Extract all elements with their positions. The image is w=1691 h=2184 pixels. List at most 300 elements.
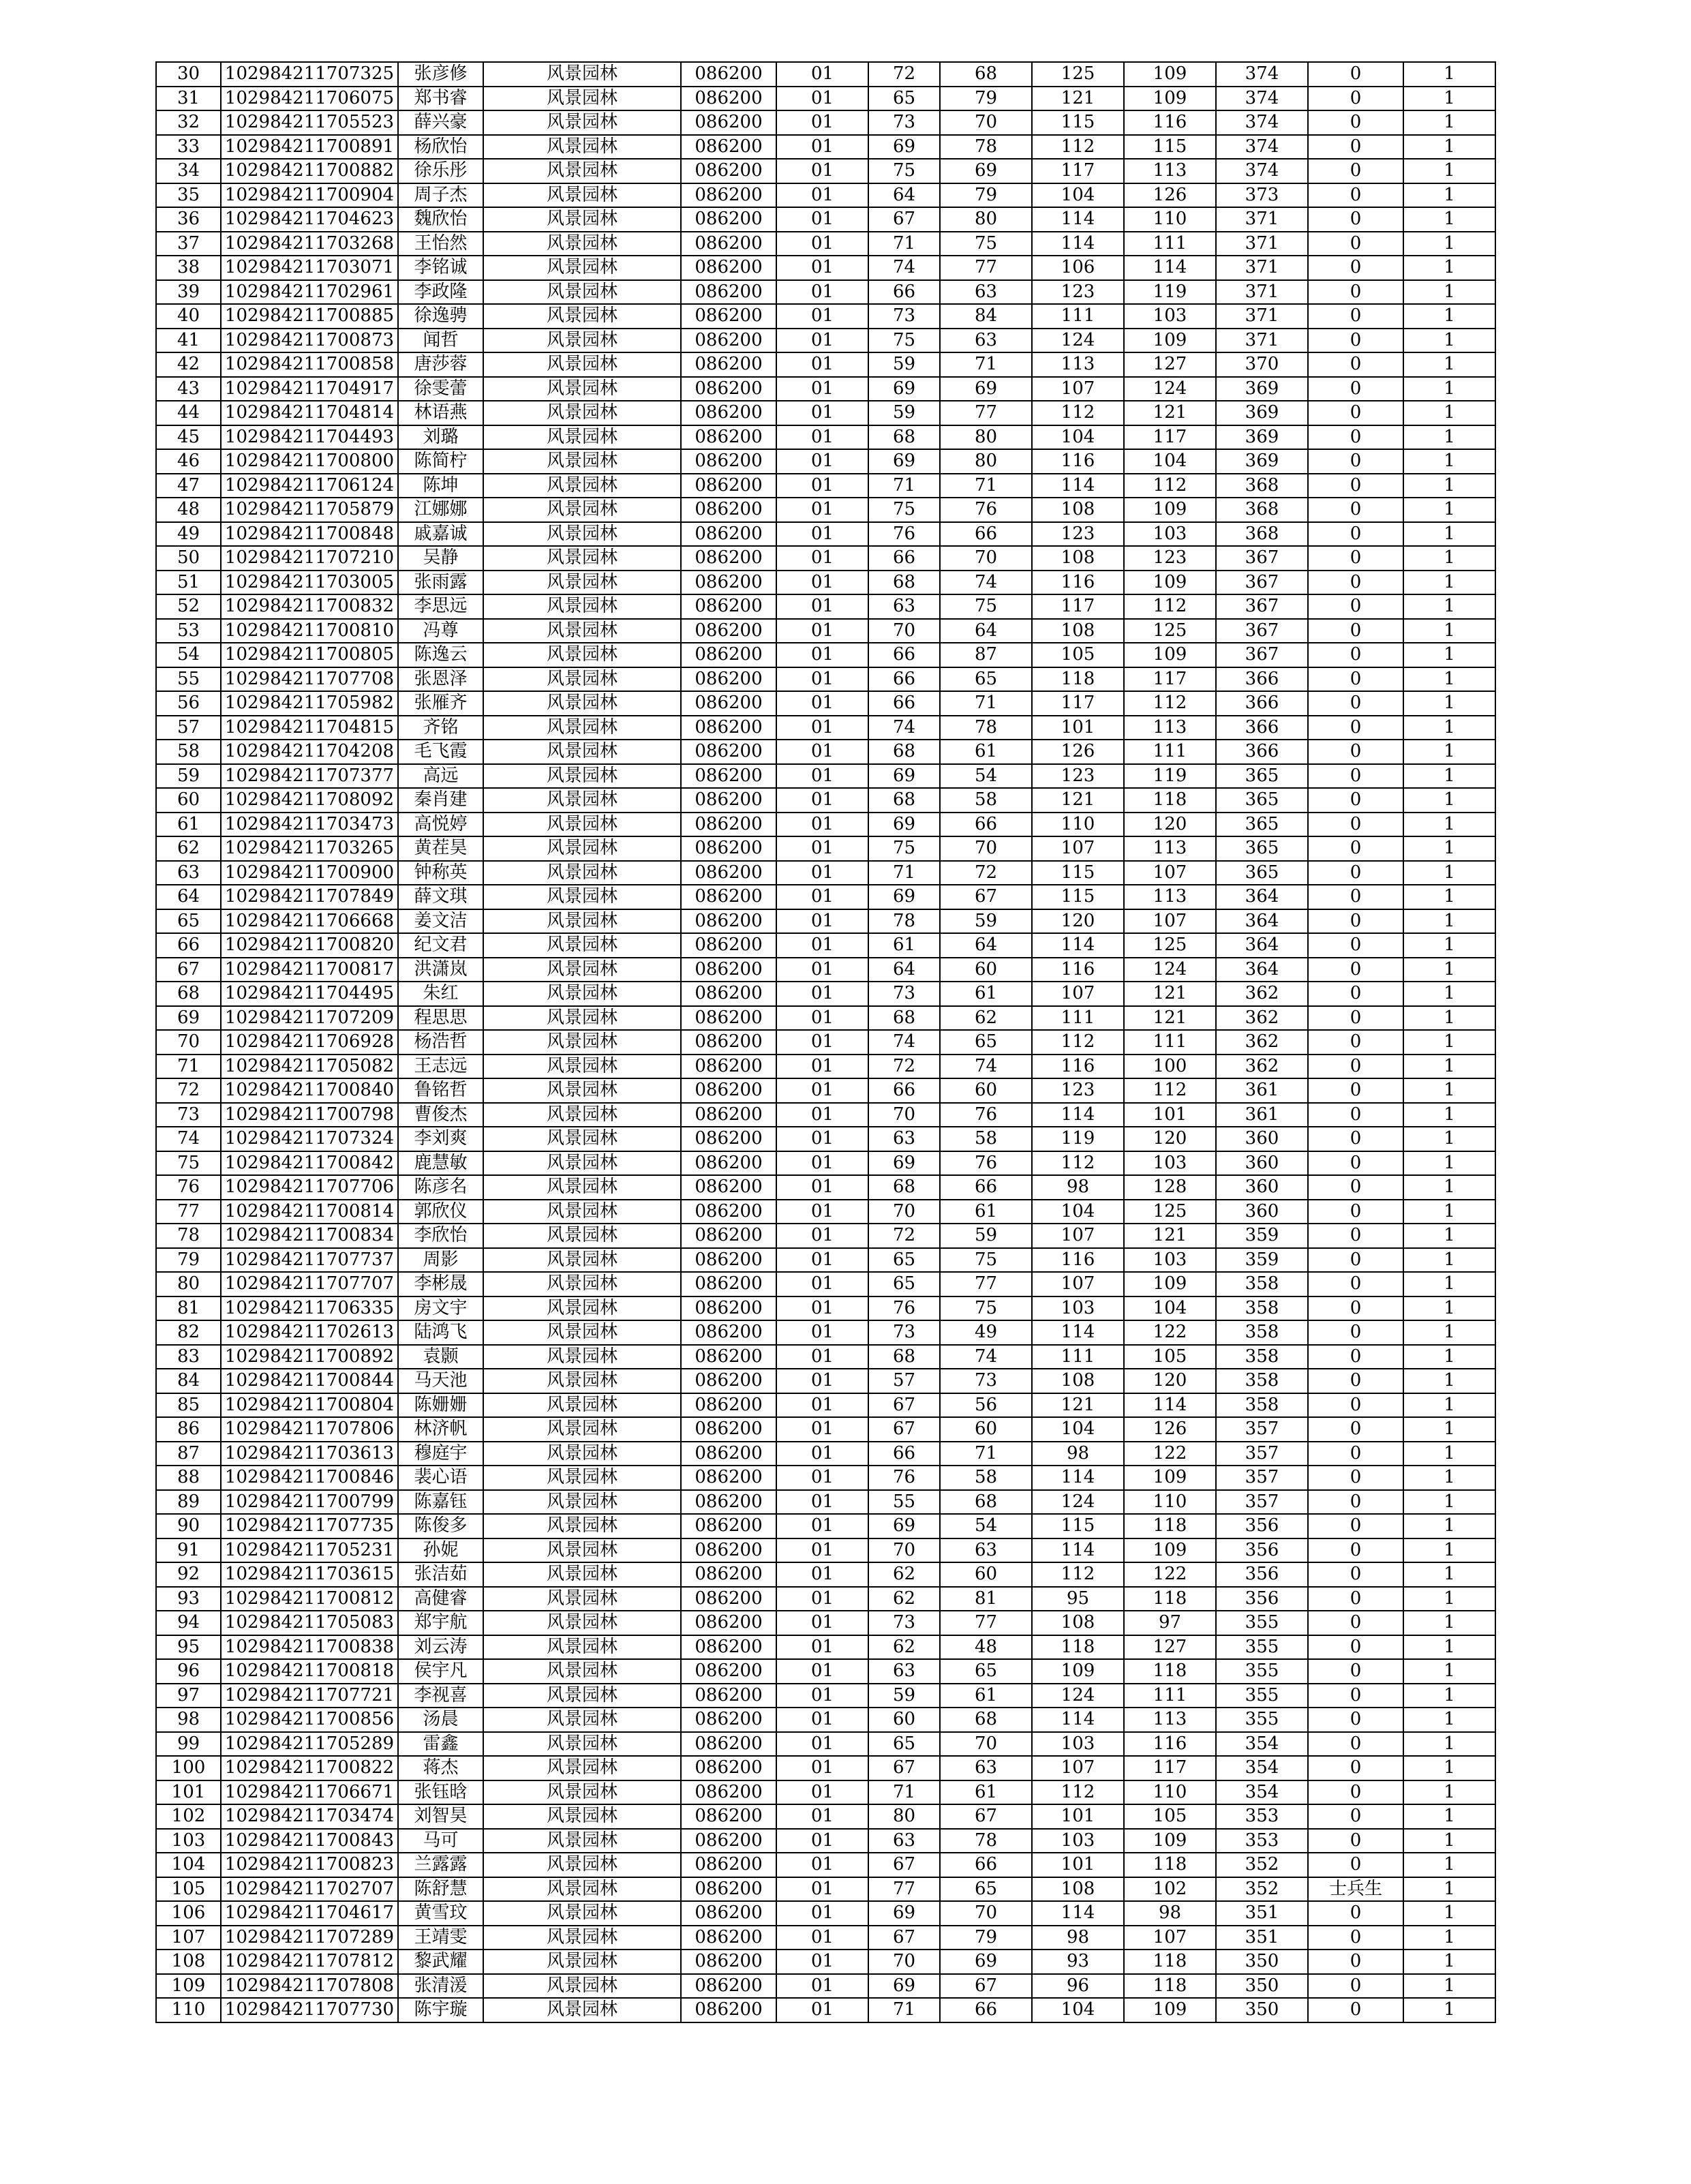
cell-politics-score: 70 [868,1950,940,1974]
cell-english-score: 66 [940,522,1032,547]
cell-major: 风景园林 [483,1853,681,1877]
cell-subject1-score: 108 [1032,1877,1124,1902]
cell-subject1-score: 114 [1032,1320,1124,1345]
cell-direction-code: 01 [776,909,868,934]
cell-status: 1 [1403,329,1495,353]
cell-direction-code: 01 [776,1248,868,1273]
cell-subject1-score: 112 [1032,1562,1124,1587]
cell-exam-id: 102984211702707 [221,1877,398,1902]
cell-subject2-score: 118 [1124,1950,1216,1974]
table-row [156,1587,1495,1611]
cell-major-code: 086200 [681,159,776,183]
cell-status: 1 [1403,1296,1495,1321]
cell-special-plan: 0 [1308,1853,1403,1877]
cell-exam-id: 102984211703474 [221,1804,398,1829]
cell-row-number: 68 [156,982,221,1006]
cell-subject1-score: 115 [1032,861,1124,885]
cell-direction-code: 01 [776,352,868,377]
cell-exam-id: 102984211705982 [221,691,398,716]
cell-major-code: 086200 [681,619,776,643]
cell-exam-id: 102984211704623 [221,207,398,232]
table-row [156,1103,1495,1127]
cell-candidate-name: 马可 [398,1829,483,1853]
cell-exam-id: 102984211700840 [221,1078,398,1103]
cell-status: 1 [1403,1804,1495,1829]
cell-english-score: 56 [940,1393,1032,1418]
cell-english-score: 61 [940,1200,1032,1224]
cell-major-code: 086200 [681,982,776,1006]
cell-subject1-score: 123 [1032,280,1124,305]
cell-major-code: 086200 [681,1369,776,1393]
cell-status: 1 [1403,1127,1495,1151]
cell-subject2-score: 118 [1124,1853,1216,1877]
cell-subject1-score: 116 [1032,1055,1124,1079]
cell-subject1-score: 108 [1032,1611,1124,1635]
cell-candidate-name: 鹿慧敏 [398,1151,483,1176]
cell-direction-code: 01 [776,1684,868,1708]
cell-major: 风景园林 [483,1804,681,1829]
cell-major-code: 086200 [681,474,776,498]
cell-exam-id: 102984211700814 [221,1200,398,1224]
cell-exam-id: 102984211700798 [221,1103,398,1127]
cell-special-plan: 0 [1308,304,1403,329]
cell-candidate-name: 黄茬昊 [398,836,483,861]
cell-exam-id: 102984211704208 [221,740,398,764]
cell-candidate-name: 程思思 [398,1006,483,1031]
cell-subject2-score: 126 [1124,183,1216,208]
cell-subject1-score: 126 [1032,740,1124,764]
cell-special-plan: 0 [1308,933,1403,958]
cell-special-plan: 0 [1308,1417,1403,1442]
cell-total-score: 353 [1216,1829,1308,1853]
cell-direction-code: 01 [776,933,868,958]
cell-special-plan: 0 [1308,909,1403,934]
cell-politics-score: 73 [868,982,940,1006]
cell-exam-id: 102984211700812 [221,1587,398,1611]
table-row [156,1151,1495,1176]
cell-status: 1 [1403,1974,1495,1999]
cell-subject2-score: 98 [1124,1901,1216,1926]
table-row [156,135,1495,160]
cell-english-score: 54 [940,764,1032,789]
cell-direction-code: 01 [776,498,868,522]
cell-subject1-score: 96 [1032,1974,1124,1999]
table-row [156,619,1495,643]
cell-subject2-score: 113 [1124,1708,1216,1732]
cell-row-number: 79 [156,1248,221,1273]
cell-total-score: 367 [1216,594,1308,619]
cell-major-code: 086200 [681,1926,776,1950]
cell-major: 风景园林 [483,909,681,934]
cell-total-score: 358 [1216,1320,1308,1345]
cell-exam-id: 102984211707849 [221,885,398,909]
cell-english-score: 60 [940,958,1032,982]
cell-english-score: 70 [940,836,1032,861]
cell-direction-code: 01 [776,1974,868,1999]
cell-row-number: 61 [156,813,221,837]
cell-english-score: 76 [940,1151,1032,1176]
cell-special-plan: 0 [1308,522,1403,547]
cell-subject2-score: 125 [1124,1200,1216,1224]
cell-status: 1 [1403,425,1495,450]
cell-english-score: 63 [940,329,1032,353]
cell-status: 1 [1403,1684,1495,1708]
cell-subject2-score: 125 [1124,619,1216,643]
cell-direction-code: 01 [776,207,868,232]
cell-total-score: 364 [1216,909,1308,934]
cell-major-code: 086200 [681,1006,776,1031]
cell-candidate-name: 陈嘉钰 [398,1490,483,1515]
cell-total-score: 366 [1216,716,1308,740]
cell-total-score: 356 [1216,1514,1308,1538]
cell-politics-score: 59 [868,352,940,377]
cell-total-score: 356 [1216,1587,1308,1611]
cell-subject1-score: 101 [1032,1853,1124,1877]
cell-row-number: 46 [156,449,221,474]
cell-total-score: 362 [1216,1030,1308,1055]
cell-direction-code: 01 [776,1901,868,1926]
cell-direction-code: 01 [776,449,868,474]
cell-status: 1 [1403,1248,1495,1273]
cell-politics-score: 76 [868,1296,940,1321]
cell-major: 风景园林 [483,474,681,498]
cell-english-score: 60 [940,1078,1032,1103]
cell-politics-score: 63 [868,1127,940,1151]
cell-direction-code: 01 [776,1514,868,1538]
cell-status: 1 [1403,571,1495,595]
cell-subject2-score: 113 [1124,836,1216,861]
cell-major: 风景园林 [483,982,681,1006]
cell-row-number: 62 [156,836,221,861]
cell-total-score: 368 [1216,474,1308,498]
cell-subject1-score: 111 [1032,1006,1124,1031]
cell-special-plan: 0 [1308,425,1403,450]
cell-subject2-score: 102 [1124,1877,1216,1902]
cell-subject2-score: 120 [1124,1369,1216,1393]
cell-row-number: 93 [156,1587,221,1611]
table-row [156,1417,1495,1442]
cell-exam-id: 102984211700832 [221,594,398,619]
table-row [156,87,1495,111]
cell-special-plan: 0 [1308,1078,1403,1103]
cell-candidate-name: 周子杰 [398,183,483,208]
cell-row-number: 49 [156,522,221,547]
cell-subject1-score: 114 [1032,474,1124,498]
cell-major-code: 086200 [681,352,776,377]
cell-english-score: 58 [940,788,1032,813]
cell-row-number: 39 [156,280,221,305]
cell-special-plan: 0 [1308,982,1403,1006]
cell-candidate-name: 秦肖建 [398,788,483,813]
cell-major-code: 086200 [681,110,776,135]
cell-row-number: 75 [156,1151,221,1176]
cell-subject1-score: 114 [1032,1538,1124,1563]
cell-major: 风景园林 [483,740,681,764]
table-row [156,1442,1495,1466]
cell-major-code: 086200 [681,377,776,401]
cell-subject1-score: 103 [1032,1829,1124,1853]
table-row [156,546,1495,571]
cell-major: 风景园林 [483,1345,681,1369]
cell-exam-id: 102984211704617 [221,1901,398,1926]
cell-exam-id: 102984211707707 [221,1272,398,1296]
cell-major-code: 086200 [681,87,776,111]
table-row [156,764,1495,789]
cell-politics-score: 63 [868,1659,940,1684]
cell-total-score: 361 [1216,1078,1308,1103]
cell-subject1-score: 107 [1032,982,1124,1006]
cell-status: 1 [1403,1877,1495,1902]
cell-status: 1 [1403,474,1495,498]
cell-subject1-score: 103 [1032,1296,1124,1321]
cell-candidate-name: 陆鸿飞 [398,1320,483,1345]
cell-exam-id: 102984211703613 [221,1442,398,1466]
table-row [156,1950,1495,1974]
cell-exam-id: 102984211704493 [221,425,398,450]
cell-total-score: 353 [1216,1804,1308,1829]
cell-politics-score: 55 [868,1490,940,1515]
cell-total-score: 374 [1216,159,1308,183]
cell-major: 风景园林 [483,1877,681,1902]
cell-row-number: 65 [156,909,221,934]
cell-direction-code: 01 [776,183,868,208]
cell-special-plan: 0 [1308,1684,1403,1708]
cell-special-plan: 0 [1308,401,1403,425]
cell-major-code: 086200 [681,1248,776,1273]
cell-candidate-name: 杨浩哲 [398,1030,483,1055]
cell-special-plan: 0 [1308,958,1403,982]
cell-major: 风景园林 [483,716,681,740]
cell-politics-score: 66 [868,667,940,692]
cell-total-score: 362 [1216,1006,1308,1031]
cell-candidate-name: 朱红 [398,982,483,1006]
cell-subject2-score: 109 [1124,1272,1216,1296]
cell-english-score: 66 [940,1998,1032,2022]
cell-exam-id: 102984211700804 [221,1393,398,1418]
cell-major: 风景园林 [483,1611,681,1635]
cell-special-plan: 0 [1308,1393,1403,1418]
cell-total-score: 374 [1216,135,1308,160]
cell-candidate-name: 张清湲 [398,1974,483,1999]
cell-special-plan: 0 [1308,232,1403,256]
cell-politics-score: 69 [868,449,940,474]
cell-candidate-name: 李刘爽 [398,1127,483,1151]
cell-english-score: 77 [940,1611,1032,1635]
cell-total-score: 355 [1216,1708,1308,1732]
cell-total-score: 365 [1216,836,1308,861]
cell-direction-code: 01 [776,594,868,619]
cell-major-code: 086200 [681,1780,776,1805]
cell-english-score: 75 [940,594,1032,619]
cell-english-score: 68 [940,62,1032,87]
cell-total-score: 367 [1216,619,1308,643]
table-row [156,1200,1495,1224]
cell-special-plan: 0 [1308,1103,1403,1127]
cell-major-code: 086200 [681,1611,776,1635]
table-row [156,1998,1495,2022]
cell-total-score: 358 [1216,1393,1308,1418]
cell-special-plan: 0 [1308,667,1403,692]
cell-direction-code: 01 [776,1345,868,1369]
cell-politics-score: 65 [868,1732,940,1757]
cell-exam-id: 102984211703071 [221,256,398,280]
cell-major-code: 086200 [681,1684,776,1708]
cell-candidate-name: 刘云涛 [398,1635,483,1660]
cell-status: 1 [1403,256,1495,280]
cell-candidate-name: 齐铭 [398,716,483,740]
cell-row-number: 82 [156,1320,221,1345]
cell-subject1-score: 108 [1032,546,1124,571]
cell-exam-id: 102984211700834 [221,1224,398,1248]
cell-row-number: 34 [156,159,221,183]
cell-special-plan: 0 [1308,1345,1403,1369]
cell-row-number: 99 [156,1732,221,1757]
cell-special-plan: 0 [1308,691,1403,716]
cell-special-plan: 0 [1308,1611,1403,1635]
cell-major-code: 086200 [681,813,776,837]
cell-major-code: 086200 [681,643,776,667]
cell-row-number: 40 [156,304,221,329]
cell-english-score: 58 [940,1127,1032,1151]
cell-status: 1 [1403,1780,1495,1805]
cell-direction-code: 01 [776,1562,868,1587]
cell-status: 1 [1403,1417,1495,1442]
cell-total-score: 350 [1216,1974,1308,1999]
cell-direction-code: 01 [776,1127,868,1151]
cell-total-score: 366 [1216,740,1308,764]
cell-subject2-score: 122 [1124,1442,1216,1466]
table-row [156,159,1495,183]
cell-status: 1 [1403,594,1495,619]
cell-major: 风景园林 [483,159,681,183]
cell-candidate-name: 李思远 [398,594,483,619]
cell-politics-score: 67 [868,1393,940,1418]
cell-row-number: 100 [156,1756,221,1780]
cell-subject1-score: 110 [1032,813,1124,837]
cell-direction-code: 01 [776,1006,868,1031]
cell-row-number: 77 [156,1200,221,1224]
cell-candidate-name: 袁颢 [398,1345,483,1369]
table-row [156,716,1495,740]
cell-direction-code: 01 [776,1853,868,1877]
table-row [156,377,1495,401]
cell-candidate-name: 陈宇璇 [398,1998,483,2022]
cell-row-number: 32 [156,110,221,135]
cell-major: 风景园林 [483,788,681,813]
cell-politics-score: 66 [868,1442,940,1466]
cell-english-score: 60 [940,1417,1032,1442]
cell-direction-code: 01 [776,836,868,861]
cell-total-score: 360 [1216,1200,1308,1224]
cell-row-number: 35 [156,183,221,208]
cell-direction-code: 01 [776,958,868,982]
cell-subject1-score: 108 [1032,498,1124,522]
cell-english-score: 76 [940,1103,1032,1127]
cell-major-code: 086200 [681,1829,776,1853]
table-row [156,571,1495,595]
cell-major-code: 086200 [681,1200,776,1224]
table-row [156,110,1495,135]
table-row [156,594,1495,619]
table-row [156,1055,1495,1079]
cell-special-plan: 0 [1308,1974,1403,1999]
cell-subject2-score: 105 [1124,1804,1216,1829]
cell-politics-score: 74 [868,1030,940,1055]
cell-major: 风景园林 [483,522,681,547]
cell-direction-code: 01 [776,1200,868,1224]
cell-subject1-score: 120 [1032,909,1124,934]
cell-subject2-score: 123 [1124,546,1216,571]
cell-subject1-score: 115 [1032,885,1124,909]
cell-status: 1 [1403,788,1495,813]
table-row [156,1030,1495,1055]
cell-direction-code: 01 [776,1780,868,1805]
cell-special-plan: 0 [1308,1320,1403,1345]
cell-status: 1 [1403,1611,1495,1635]
cell-english-score: 62 [940,1006,1032,1031]
cell-major-code: 086200 [681,1635,776,1660]
cell-candidate-name: 姜文洁 [398,909,483,934]
cell-status: 1 [1403,1369,1495,1393]
cell-politics-score: 66 [868,643,940,667]
cell-politics-score: 67 [868,1853,940,1877]
cell-subject2-score: 116 [1124,110,1216,135]
cell-subject2-score: 119 [1124,280,1216,305]
cell-subject1-score: 107 [1032,1756,1124,1780]
cell-major: 风景园林 [483,1587,681,1611]
cell-exam-id: 102984211707289 [221,1926,398,1950]
cell-direction-code: 01 [776,1950,868,1974]
cell-row-number: 90 [156,1514,221,1538]
cell-exam-id: 102984211704917 [221,377,398,401]
cell-candidate-name: 江娜娜 [398,498,483,522]
cell-total-score: 354 [1216,1732,1308,1757]
cell-status: 1 [1403,232,1495,256]
table-row [156,1611,1495,1635]
cell-exam-id: 102984211707210 [221,546,398,571]
cell-politics-score: 70 [868,619,940,643]
cell-politics-score: 72 [868,1224,940,1248]
cell-politics-score: 71 [868,1998,940,2022]
cell-subject1-score: 98 [1032,1175,1124,1200]
cell-major: 风景园林 [483,1103,681,1127]
cell-direction-code: 01 [776,425,868,450]
cell-candidate-name: 房文宇 [398,1296,483,1321]
cell-subject2-score: 122 [1124,1320,1216,1345]
cell-total-score: 371 [1216,329,1308,353]
cell-total-score: 368 [1216,522,1308,547]
cell-major-code: 086200 [681,183,776,208]
cell-major: 风景园林 [483,1127,681,1151]
cell-english-score: 61 [940,1780,1032,1805]
cell-english-score: 67 [940,1804,1032,1829]
cell-total-score: 366 [1216,691,1308,716]
cell-status: 1 [1403,643,1495,667]
cell-english-score: 71 [940,352,1032,377]
cell-candidate-name: 戚嘉诚 [398,522,483,547]
cell-exam-id: 102984211704815 [221,716,398,740]
cell-major-code: 086200 [681,571,776,595]
cell-row-number: 101 [156,1780,221,1805]
cell-status: 1 [1403,861,1495,885]
cell-politics-score: 64 [868,958,940,982]
cell-direction-code: 01 [776,1490,868,1515]
cell-politics-score: 71 [868,861,940,885]
table-row [156,1635,1495,1660]
cell-special-plan: 0 [1308,1587,1403,1611]
cell-subject2-score: 124 [1124,958,1216,982]
cell-subject1-score: 107 [1032,377,1124,401]
